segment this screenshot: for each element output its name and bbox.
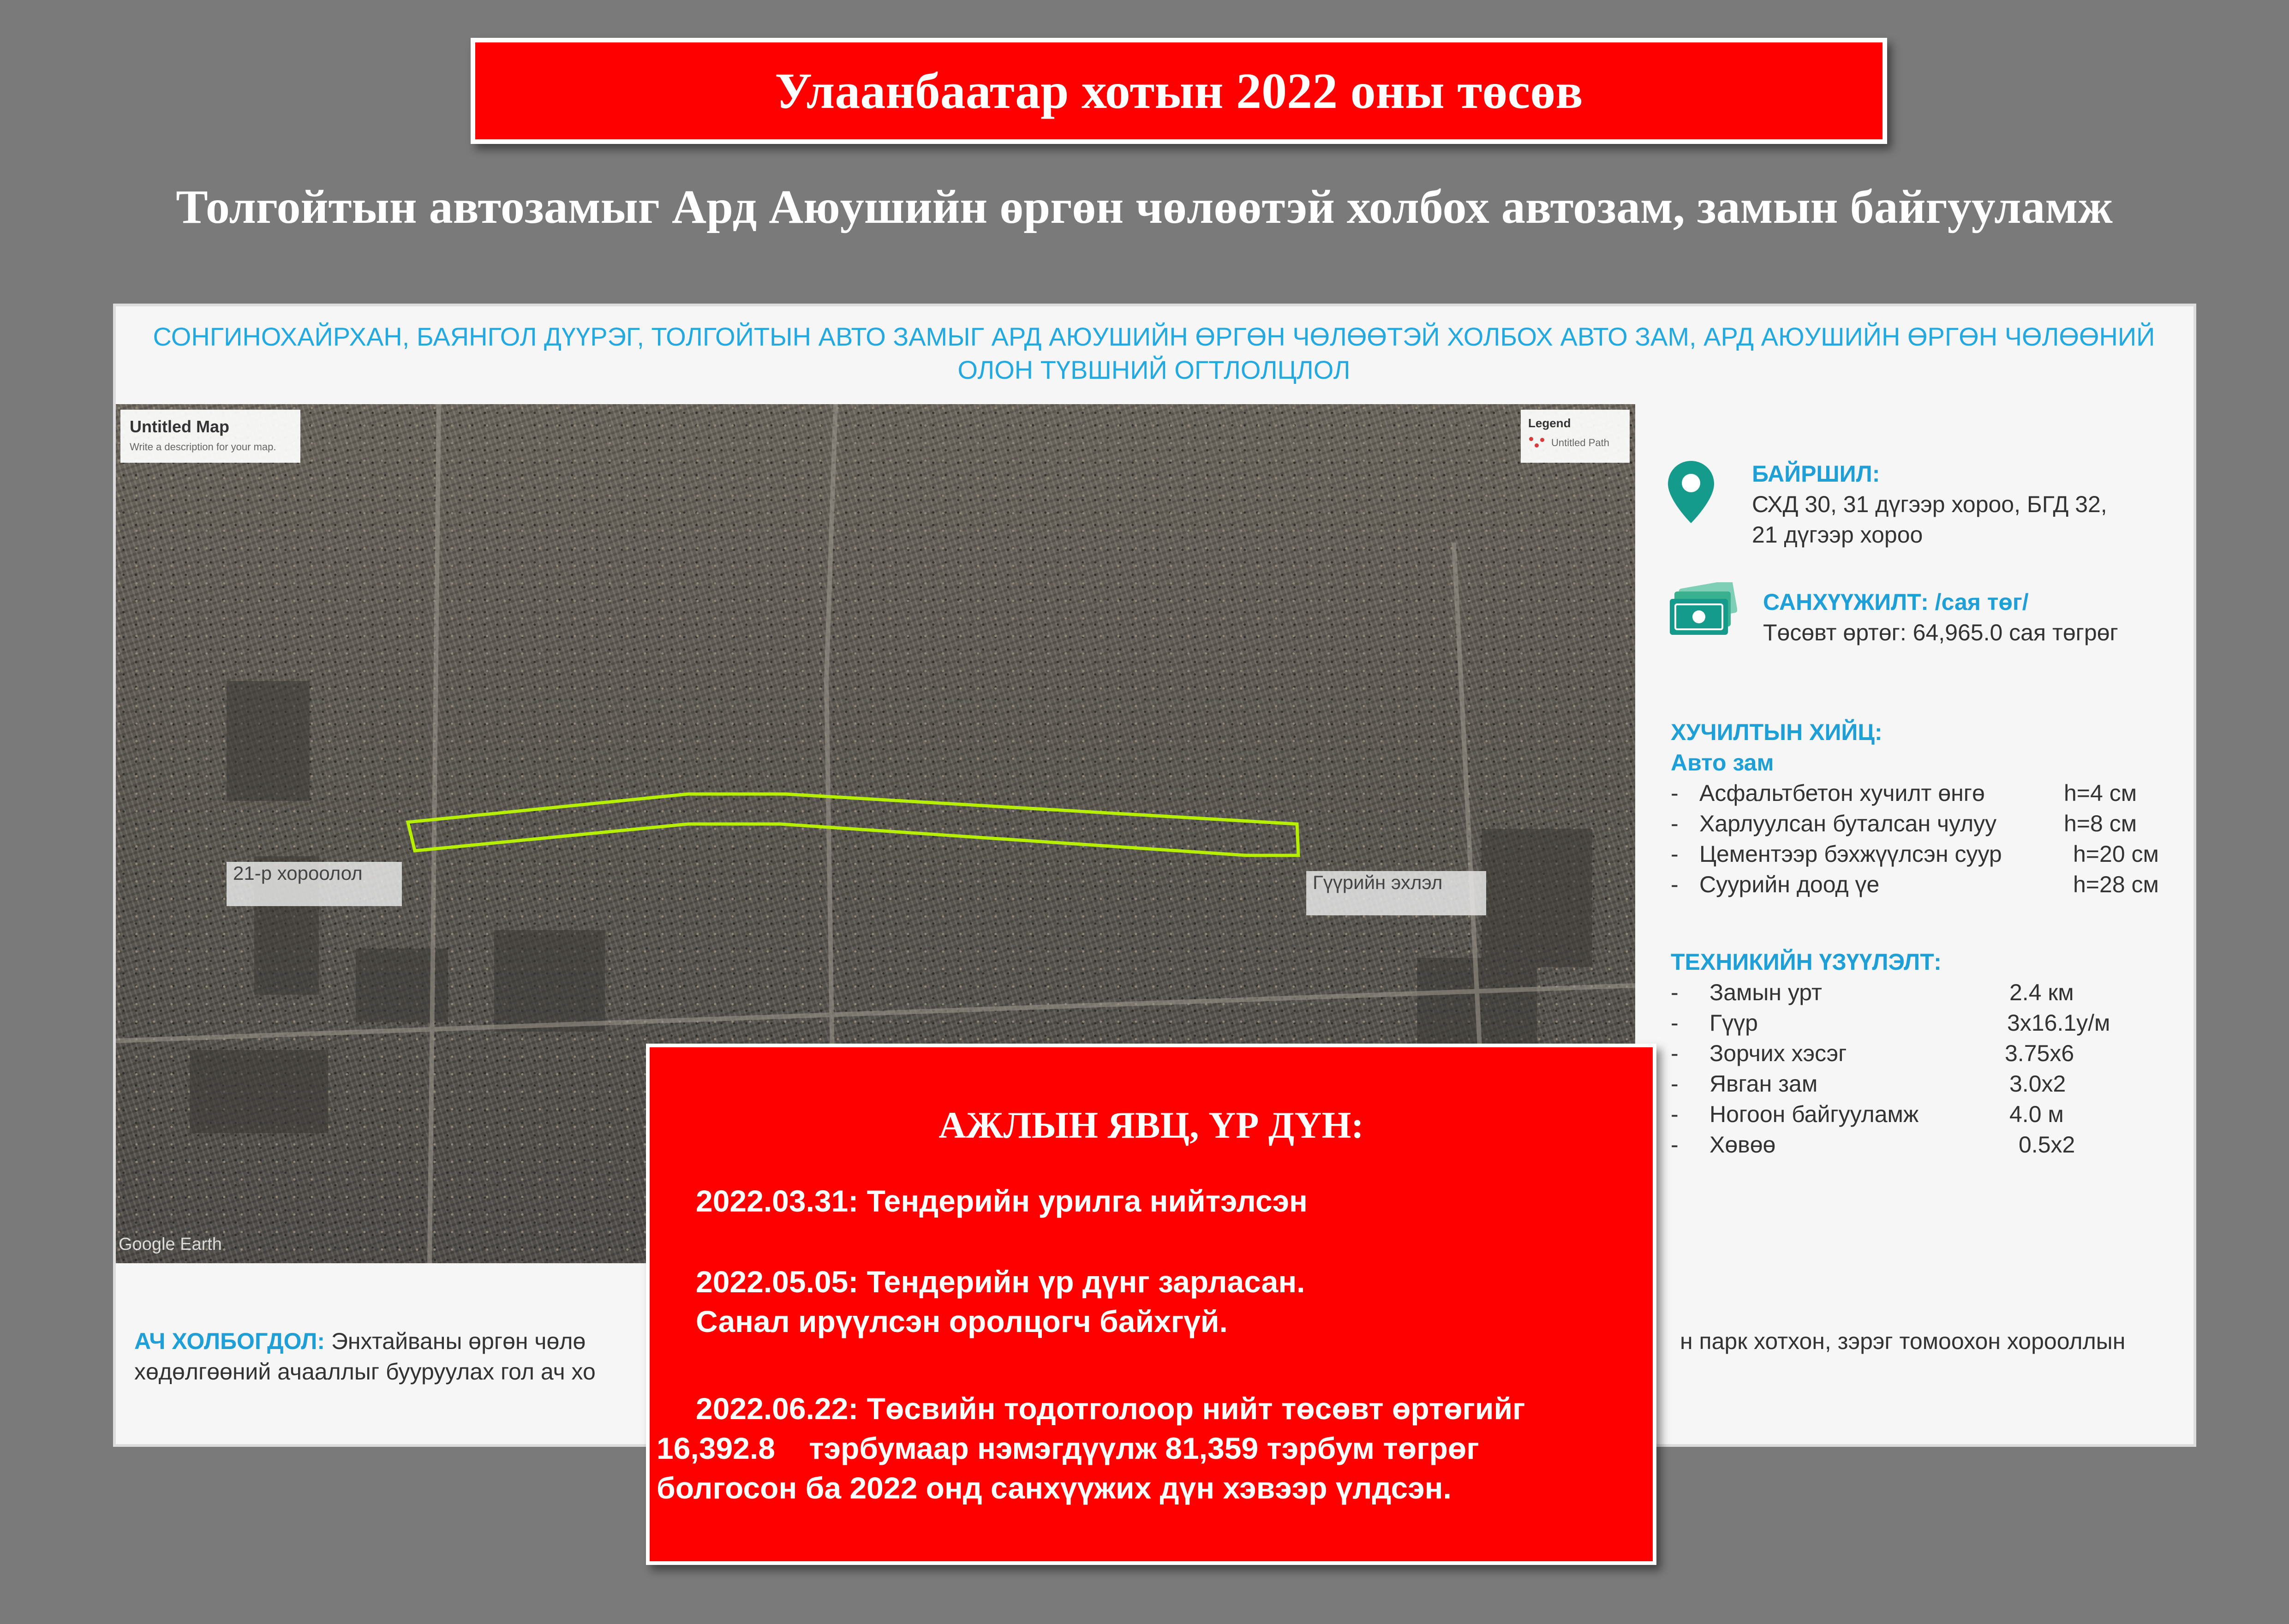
page-title: Улаанбаатар хотын 2022 оны төсөв: [471, 38, 1887, 144]
location-line1: СХД 30, 31 дүгээр хороо, БГД 32,: [1752, 491, 2107, 517]
progress-line2: 2022.05.05: Тендерийн үр дүнг зарласан.: [696, 1265, 1305, 1299]
money-icon: [1668, 582, 1737, 638]
map-label-right: Гүүрийн эхлэл: [1306, 871, 1486, 915]
map-info-card[interactable]: [120, 410, 300, 463]
progress-line1: 2022.03.31: Тендерийн урилга нийтэлсэн: [696, 1184, 1308, 1218]
panel-heading-line2: ОЛОН ТҮВШНИЙ ОГТЛОЛЦЛОЛ: [957, 355, 1351, 384]
panel-heading-line1: СОНГИНОХАЙРХАН, БАЯНГОЛ ДҮҮРЭГ, ТОЛГОЙТЫН АВТО ЗАМЫГ АРД АЮУШИЙН ӨРГӨН ЧӨЛӨӨТЭЙ ХОЛБОХ АВТО ЗАМ, АРД АЮУШИЙН ӨРГӨН ЧӨЛӨӨНИЙ: [153, 322, 2155, 351]
progress-heading: АЖЛЫН ЯВЦ, ҮР ДҮН:: [938, 1104, 1364, 1146]
technical-info: [1671, 947, 2110, 1160]
technical-item: - Зорчих хэсэг 3.75х6: [1671, 1040, 2074, 1066]
progress-line3: Санал ирүүлсэн оролцогч байхгүй.: [696, 1304, 1228, 1338]
route-path[interactable]: [408, 794, 1298, 855]
path-icon: [1528, 437, 1547, 449]
access-line2: хөдөлгөөний ачааллыг бууруулах гол ач хо: [134, 1359, 596, 1385]
progress-box: [646, 1044, 1656, 1565]
pavement-subheading: Авто зам: [1671, 750, 1774, 776]
pavement-info: [1671, 717, 2159, 900]
location-line2: 21 дүгээр хороо: [1752, 522, 1923, 548]
progress-line4: 2022.06.22: Төсвийн тодотголоор нийт төсөвт өртөгийг: [696, 1391, 1525, 1426]
access-text-right: н парк хотхон, зэрэг томоохон хорооллын: [1680, 1328, 2126, 1354]
map-card-title: Untitled Map: [130, 417, 229, 436]
pavement-item: - Цементээр бэхжүүлсэн суур h=20 см: [1671, 841, 2159, 867]
pavement-item: - Харлуулсан буталсан чулуу h=8 см: [1671, 811, 2137, 836]
pavement-item: - Суурийн доод үе h=28 см: [1671, 872, 2159, 897]
pavement-item: - Асфальтбетон хучилт өнгө h=4 см: [1671, 780, 2137, 806]
finance-line: Төсөвт өртөг: 64,965.0 сая төгрөг: [1763, 620, 2118, 645]
pavement-heading: ХУЧИЛТЫН ХИЙЦ:: [1671, 719, 1883, 745]
finance-heading: САНХҮҮЖИЛТ: /сая төг/: [1763, 589, 2029, 615]
location-pin-icon: [1668, 461, 1714, 525]
technical-item: - Ногоон байгууламж 4.0 м: [1671, 1101, 2064, 1127]
access-text-left: Энхтайваны өргөн чөлө: [331, 1328, 586, 1354]
access-left: [134, 1326, 596, 1387]
progress-line6: болгосон ба 2022 онд санхүүжих дүн хэвээр үлдсэн.: [657, 1471, 1452, 1505]
page-subtitle: Толгойтын автозамыг Ард Аюушийн өргөн чөлөөтэй холбох автозам, замын байгууламж: [176, 180, 2113, 233]
technical-item: - Гүүр 3х16.1у/м: [1671, 1010, 2110, 1036]
location-info: [1752, 459, 2107, 550]
pavement-list: [1671, 778, 2159, 900]
location-heading: БАЙРШИЛ:: [1752, 461, 1880, 487]
legend-item: Untitled Path: [1551, 437, 1609, 448]
map-legend[interactable]: [1521, 410, 1630, 463]
technical-item: - Замын урт 2.4 км: [1671, 979, 2074, 1005]
technical-item: - Хөвөө 0.5х2: [1671, 1132, 2075, 1158]
map-label-left: 21-р хороолол: [227, 862, 402, 906]
map-card-description: Write a description for your map.: [130, 441, 276, 453]
progress-line5: 16,392.8 тэрбумаар нэмэгдүүлж 81,359 тэрбум төгрөг: [657, 1431, 1479, 1465]
google-earth-watermark: Google Earth: [119, 1235, 222, 1254]
technical-heading: ТЕХНИКИЙН ҮЗҮҮЛЭЛТ:: [1671, 949, 1942, 975]
legend-title: Legend: [1528, 416, 1571, 430]
finance-info: [1763, 587, 2118, 648]
panel-heading: [134, 320, 2174, 387]
access-label: АЧ ХОЛБОГДОЛ:: [134, 1328, 325, 1354]
technical-item: - Явган зам 3.0х2: [1671, 1071, 2066, 1097]
